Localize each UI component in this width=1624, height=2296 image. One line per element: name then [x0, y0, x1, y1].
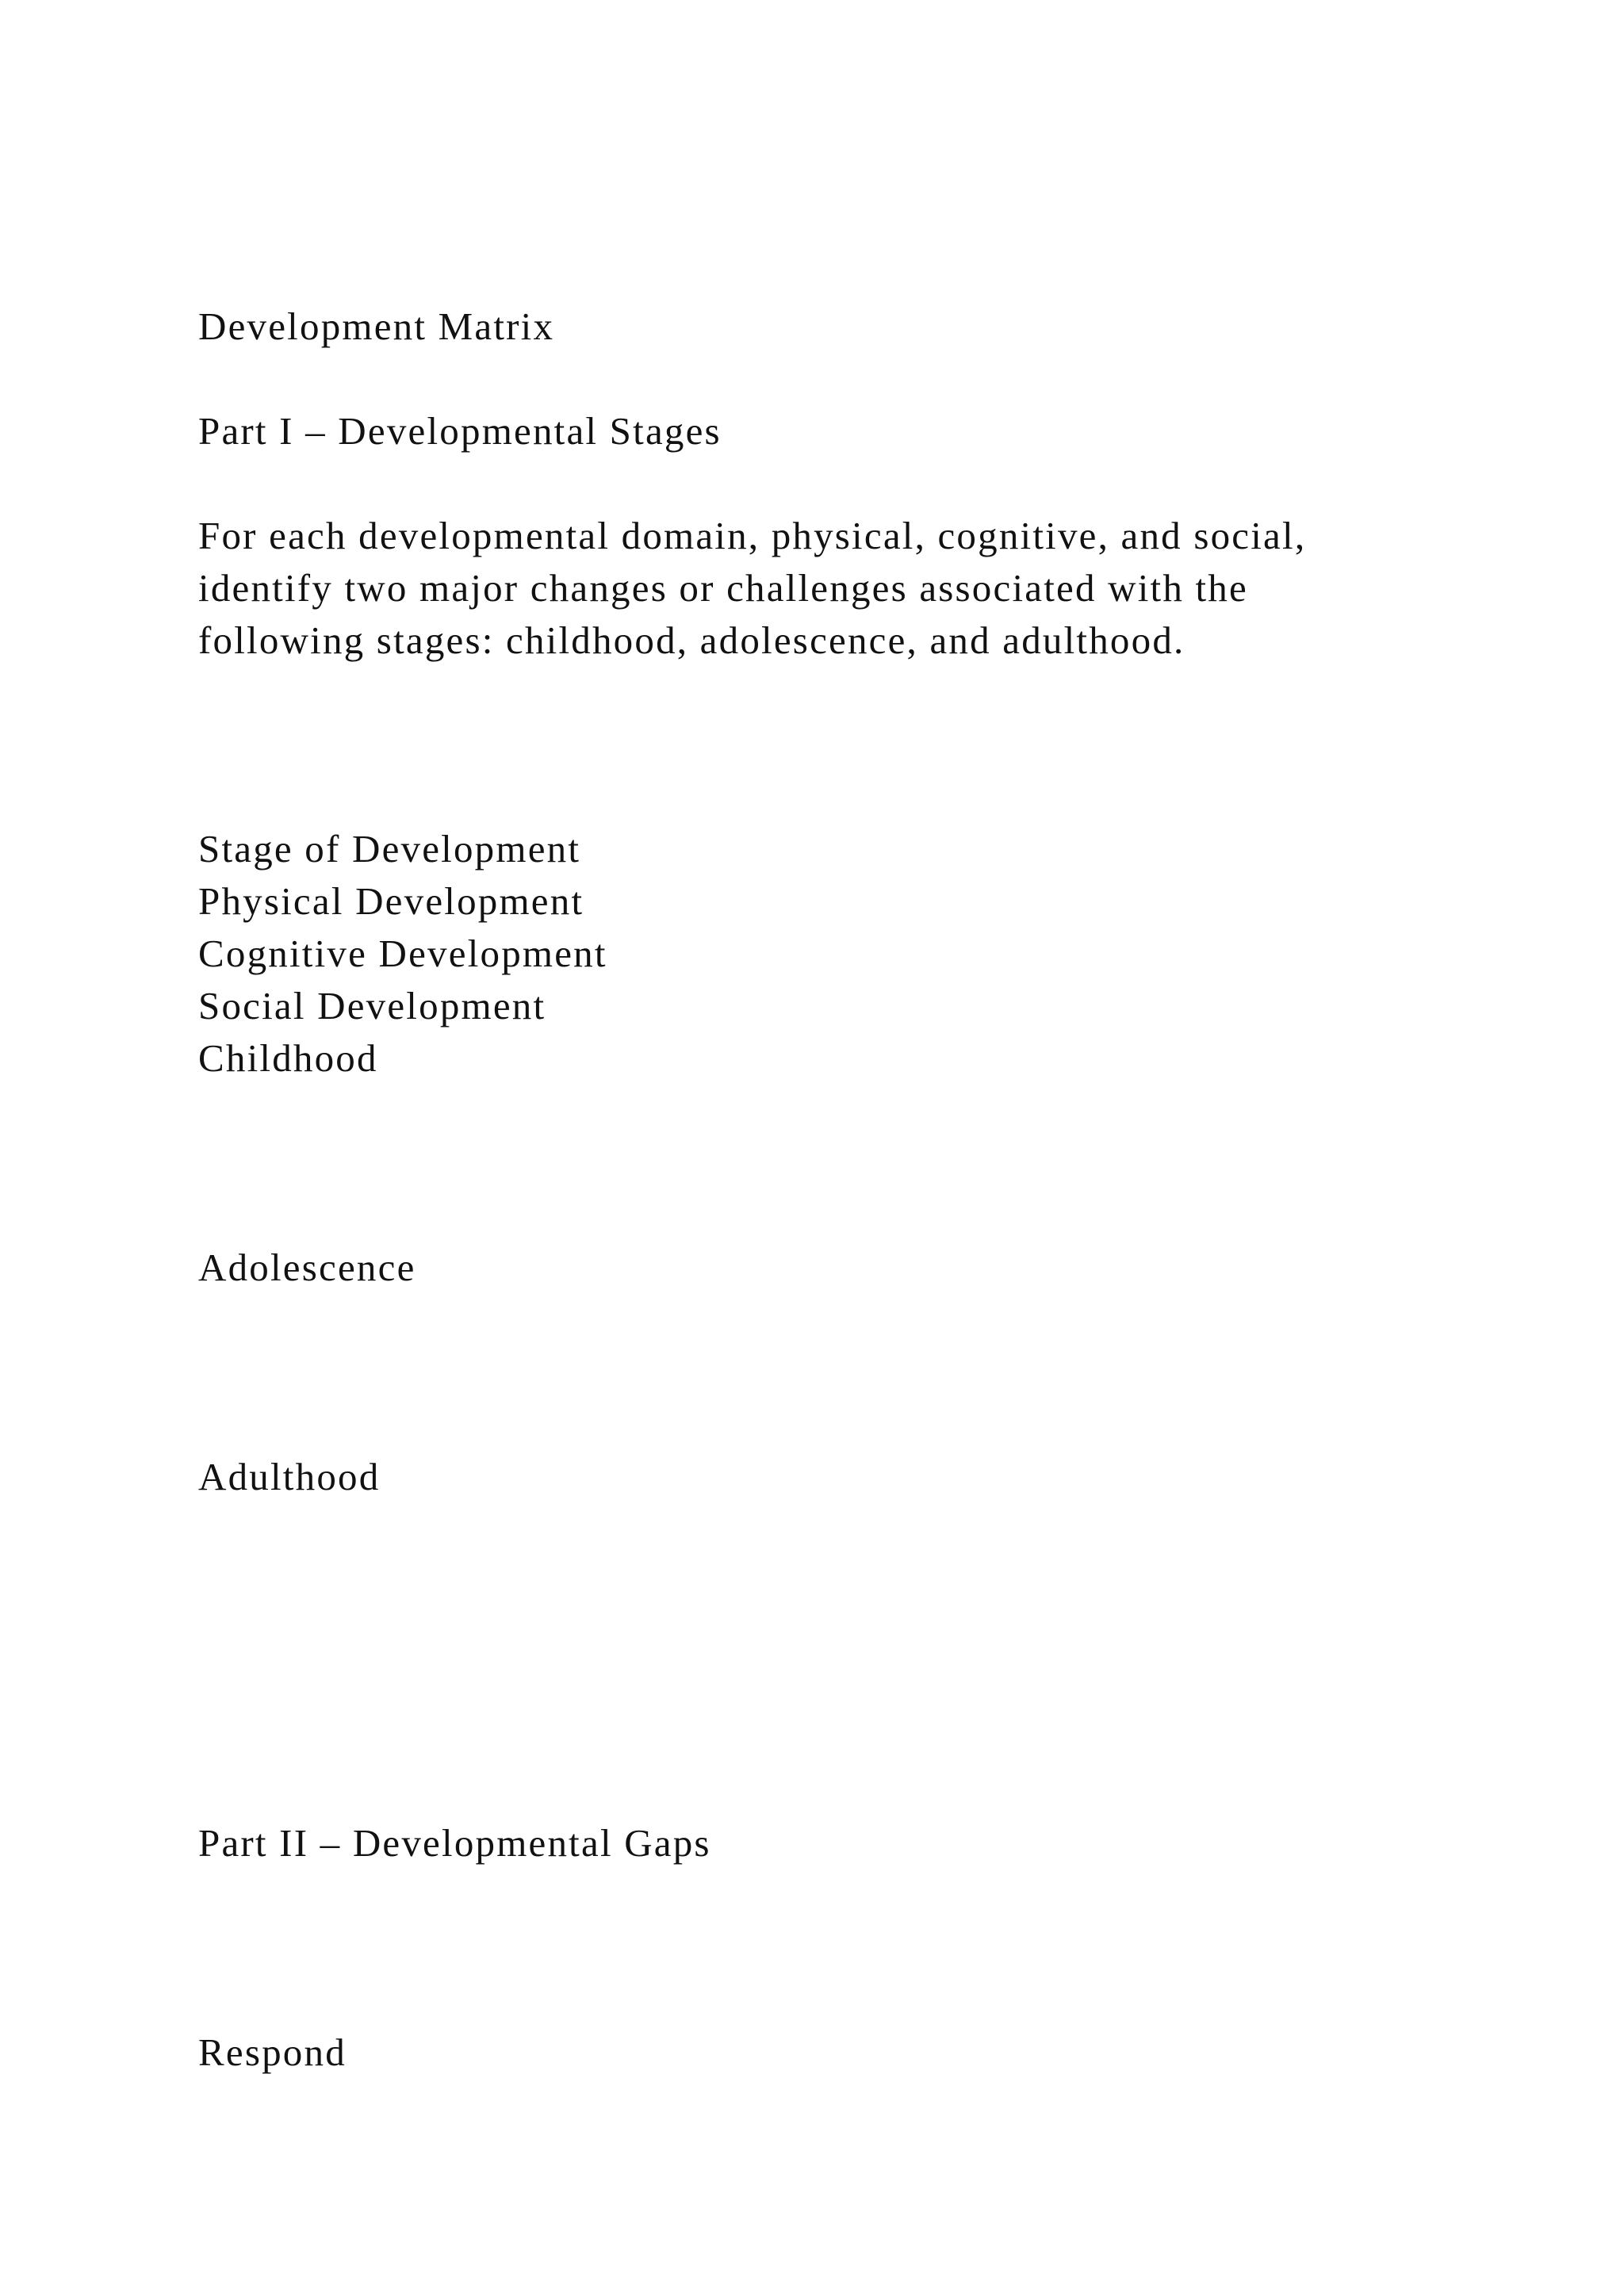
matrix-header-social: Social Development — [198, 984, 546, 1027]
matrix-header-stage: Stage of Development — [198, 827, 581, 871]
instructions-line: following stages: childhood, adolescence, and adulthood. — [198, 618, 1185, 662]
instructions-line: For each developmental domain, physical, cognitive, and social, — [198, 514, 1307, 557]
part1-heading: Part I – Developmental Stages — [198, 409, 722, 453]
matrix-header-cognitive: Cognitive Development — [198, 932, 607, 975]
instructions-line: identify two major changes or challenges associated with the — [198, 566, 1248, 610]
matrix-row-adolescence: Adolescence — [198, 1246, 416, 1289]
matrix-header-physical: Physical Development — [198, 879, 584, 923]
document-title: Development Matrix — [198, 304, 555, 348]
respond-label: Respond — [198, 2030, 347, 2074]
part2-heading: Part II – Developmental Gaps — [198, 1821, 711, 1865]
matrix-row-adulthood: Adulthood — [198, 1455, 381, 1498]
matrix-row-childhood: Childhood — [198, 1036, 378, 1080]
